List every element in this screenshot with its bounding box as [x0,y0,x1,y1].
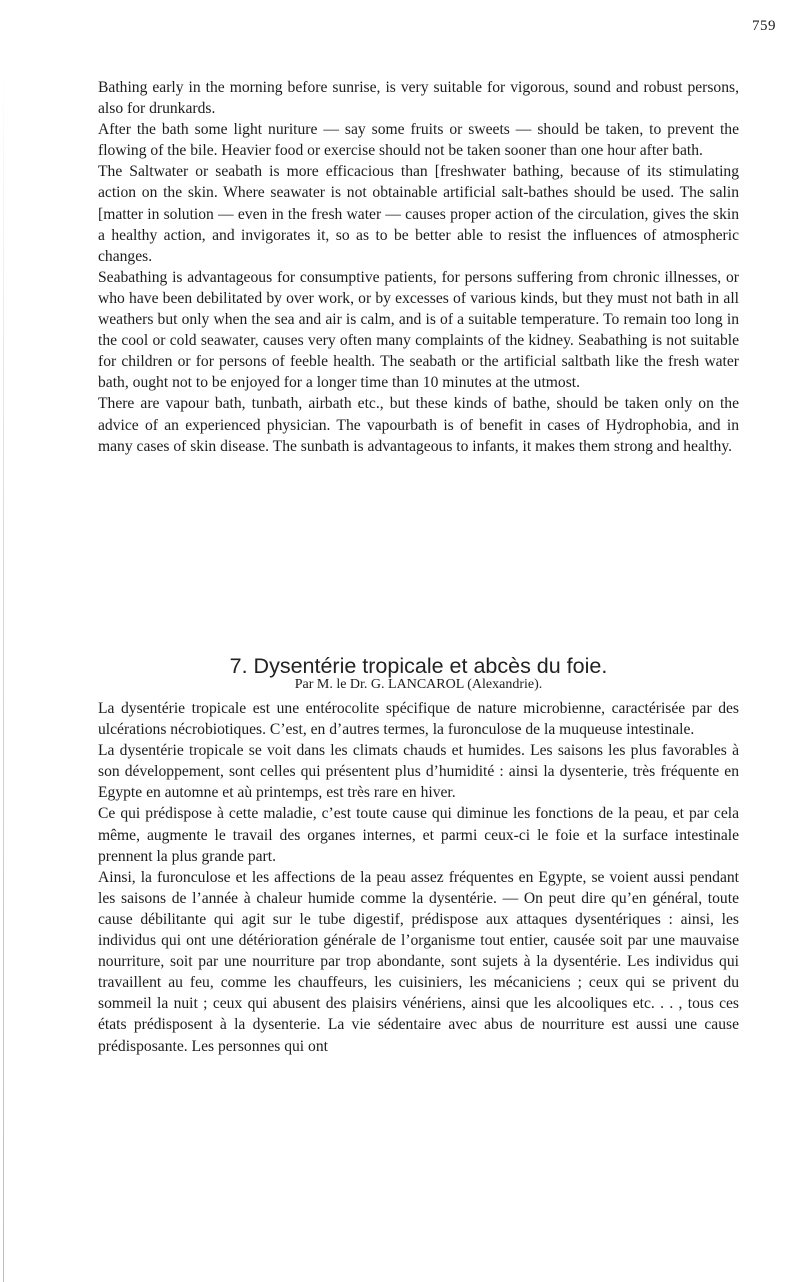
paragraph-climate: La dysentérie tropicale se voit dans les climats chauds et humides. Les saisons les plus favorables à son développement, sont celles qui présentent plus d’humidité : ainsi la dysenterie, très fréquente en Egypte en automne et aù printemps, est très rare en hiver. [98,742,739,802]
article-byline: Par M. le Dr. G. LANCAROL (Alexandrie). [294,677,543,692]
article-title: 7. Dysentérie tropicale et abcès du foie. [229,653,608,678]
paragraph-other-baths: There are vapour bath, tunbath, airbath etc., but these kinds of bathe, should be taken only on the advice of an experienced physician. The vapourbath is of benefit in cases of Hydrophobia, and in many cases of skin disease. The sunbath is advantageous to infants, it makes them strong and healthy. [98,395,739,455]
paragraph-bathing-early: Bathing early in the morning before sunrise, is very suitable for vigorous, sound and robust persons, also for drunkards. [98,79,739,118]
french-article-body [98,698,739,1057]
paragraph-saltwater: The Saltwater or seabath is more efficacious than [freshwater bathing, because of its stimulating action on the skin. Where seawater is not obtainable artificial salt-bathes should be used. The salin [matter in solution — even in the fresh water — causes proper action of the circulation, gives the skin a healthy action, and invigorates it, so as to be better able to resist the influences of atmospheric changes. [98,163,739,265]
paragraph-seabathing: Seabathing is advantageous for consumptive patients, for persons suffering from chronic illnesses, or who have been debilitated by over work, or by excesses of various kinds, but they must not bath in all weathers but only when the sea and air is calm, and is of a suitable temperature. To remain too long in the cool or cold seawater, causes very often many complaints of the kidney. Seabathing is not suitable for children or for persons of feeble health. The seabath or the artificial saltbath like the fresh water bath, ought not to be enjoyed for a longer time than 10 minutes at the utmost. [98,268,739,392]
paragraph-definition: La dysentérie tropicale est une entérocolite spécifique de nature microbienne, caractérisée par des ulcérations nécrobiotiques. C’est, en d’autres termes, la furonculose de la muqueuse intestinale. [98,700,739,739]
paragraph-after-bath: After the bath some light nuriture — say some fruits or sweets — should be taken, to prevent the flowing of the bile. Heavier food or exercise should not be taken sooner than one hour after bath. [98,121,739,160]
paragraph-causes: Ainsi, la furonculose et les affections de la peau assez fréquentes en Egypte, se voient aussi pendant les saisons de l’année à chaleur humide comme la dysentérie. — On peut dire qu’en général, toute cause débilitante qui agit sur le tube digestif, prédispose aux attaques dysentériques : ainsi, les individus qui ont une détérioration générale de l’organisme tout entier, causée soit par une mauvaise nourriture, soit par une nourriture par trop abondante, sont sujets à la dysentérie. Les individus qui travaillent au feu, comme les chauffeurs, les cuisiniers, les mécaniciens ; ceux qui se privent du sommeil la nuit ; ceux qui abusent des plaisirs vénériens, ainsi que les alcooliques etc. . . , tous ces états prédisposent à la dysenterie. La vie sédentaire avec abus de nourriture est aussi une cause prédisposante. Les personnes qui ont [98,868,739,1055]
scan-edge-shadow [3,60,4,1282]
english-bathing-section [98,77,739,457]
page-number: 759 [752,18,776,34]
paragraph-predisposition: Ce qui prédispose à cette maladie, c’est toute cause qui diminue les fonctions de la peau, et par cela même, augmente le travail des organes internes, et parmi ceux-ci le foie et la surface intestinale prennent la plus grande part. [98,805,739,865]
